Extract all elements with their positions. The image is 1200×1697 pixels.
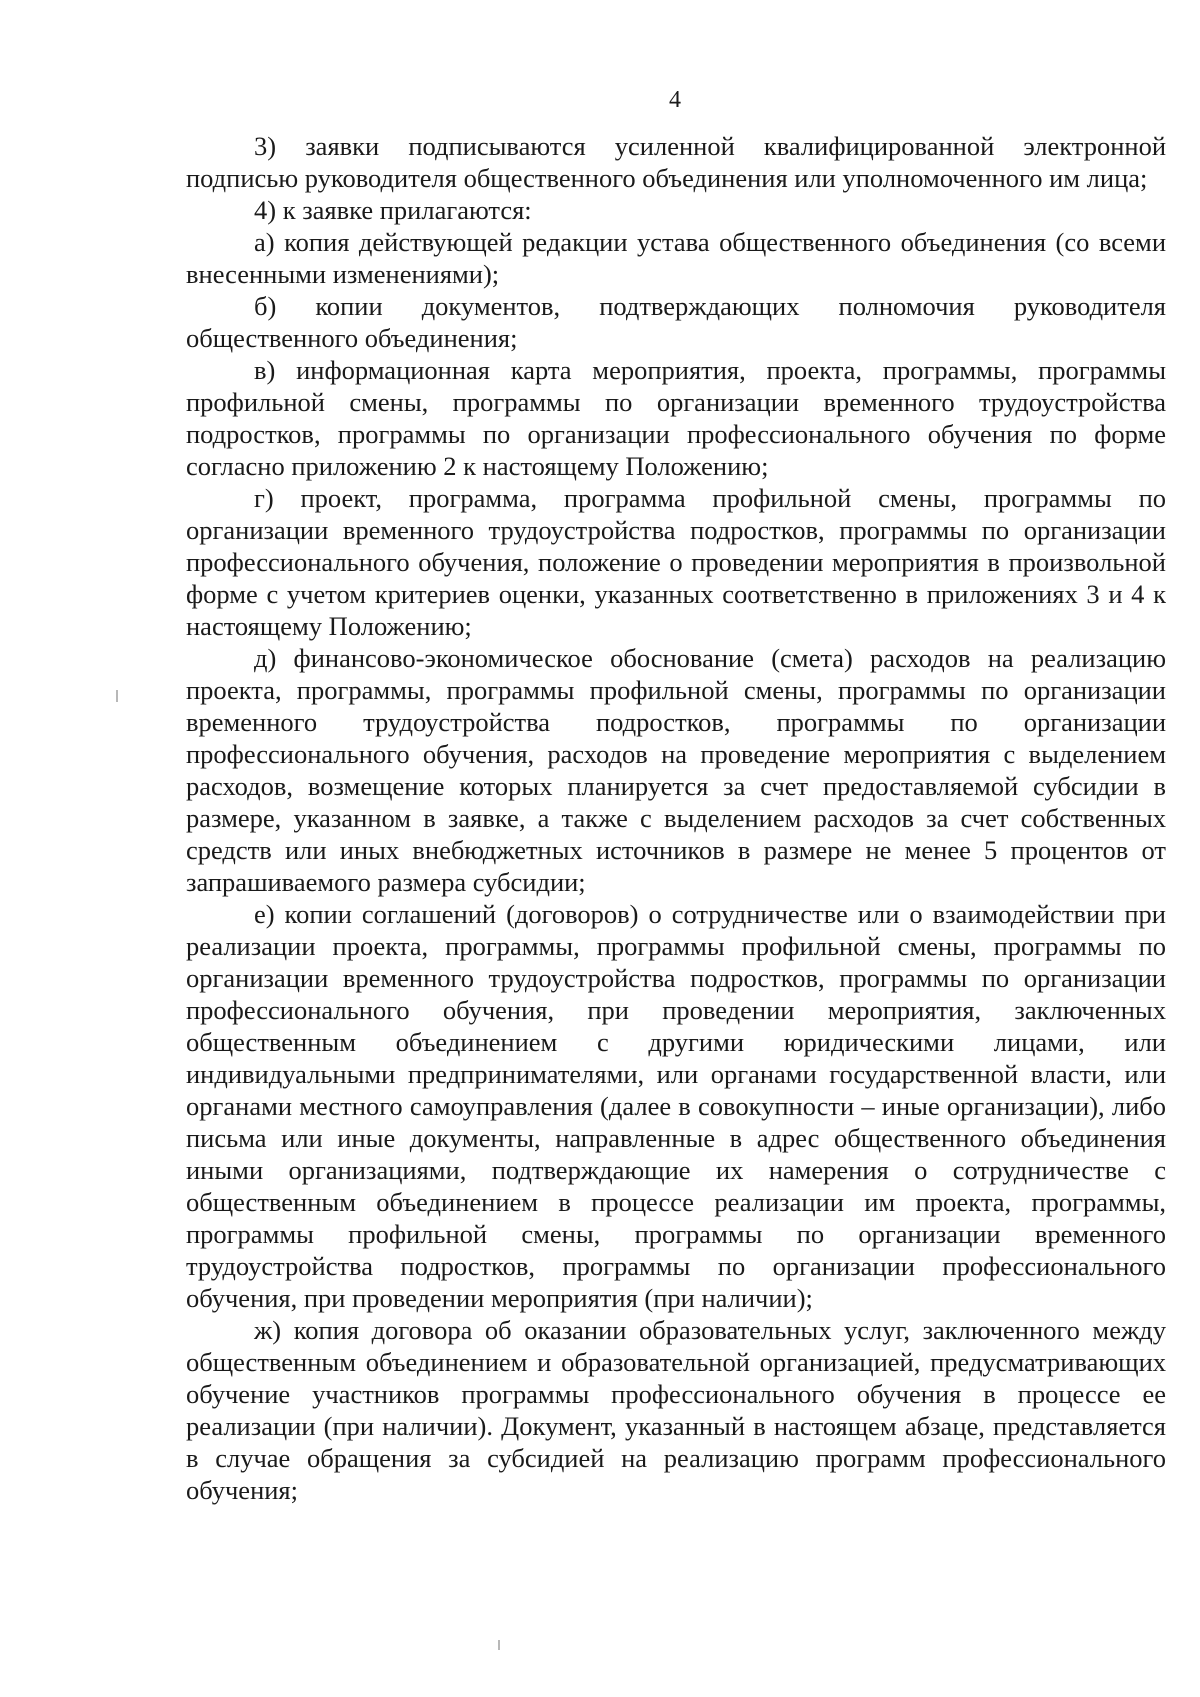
- paragraph-item-4: 4) к заявке прилагаются:: [254, 195, 532, 225]
- scan-artifact: [116, 690, 118, 702]
- paragraph-item-3: 3) заявки подписываются усиленной квалифицированной электронной подписью руководителя общественного объединения или уполномоченного им лица;: [186, 131, 1166, 193]
- paragraph-subitem-v: в) информационная карта мероприятия, проекта, программы, программы профильной смены, программы по организации временного трудоустройства подростков, программы по организации профессионального обучения по форме согласно приложению 2 к настоящему Положению;: [186, 355, 1166, 481]
- paragraph-subitem-b: б) копии документов, подтверждающих полномочия руководителя общественного объединения;: [186, 291, 1166, 353]
- paragraph-subitem-e: е) копии соглашений (договоров) о сотрудничестве или о взаимодействии при реализации проекта, программы, программы профильной смены, программы по организации временного трудоустройства подростков, программы по организации профессионального обучения, при проведении мероприятия, заключенных общественным объединением с другими юридическими лицами, или индивидуальными предпринимателями, или органами государственной власти, или органами местного самоуправления (далее в совокупности – иные организации), либо письма или иные документы, направленные в адрес общественного объединения иными организациями, подтверждающие их намерения о сотрудничестве с общественным объединением в процессе реализации им проекта, программы, программы профильной смены, программы по организации временного трудоустройства подростков, программы по организации профессионального обучения, при проведении мероприятия (при наличии);: [186, 899, 1166, 1313]
- paragraph-subitem-zh: ж) копия договора об оказании образовательных услуг, заключенного между общественным объединением и образовательной организацией, предусматривающих обучение участников программы профессионального обучения в процессе ее реализации (при наличии). Документ, указанный в настоящем абзаце, представляется в случае обращения за субсидией на реализацию программ профессионального обучения;: [186, 1315, 1166, 1505]
- document-body: [186, 130, 1166, 1506]
- paragraph-subitem-g: г) проект, программа, программа профильной смены, программы по организации временного трудоустройства подростков, программы по организации профессионального обучения, положение о проведении мероприятия в произвольной форме с учетом критериев оценки, указанных соответственно в приложениях 3 и 4 к настоящему Положению;: [186, 483, 1166, 641]
- scan-artifact: [498, 1640, 500, 1650]
- page-number: 4: [669, 87, 681, 113]
- paragraph-subitem-d: д) финансово-экономическое обоснование (смета) расходов на реализацию проекта, программы, программы профильной смены, программы по организации временного трудоустройства подростков, программы по организации профессионального обучения, расходов на проведение мероприятия с выделением расходов, возмещение которых планируется за счет предоставляемой субсидии в размере, указанном в заявке, а также с выделением расходов за счет собственных средств или иных внебюджетных источников в размере не менее 5 процентов от запрашиваемого размера субсидии;: [186, 643, 1166, 897]
- paragraph-subitem-a: а) копия действующей редакции устава общественного объединения (со всеми внесенными изменениями);: [186, 227, 1166, 289]
